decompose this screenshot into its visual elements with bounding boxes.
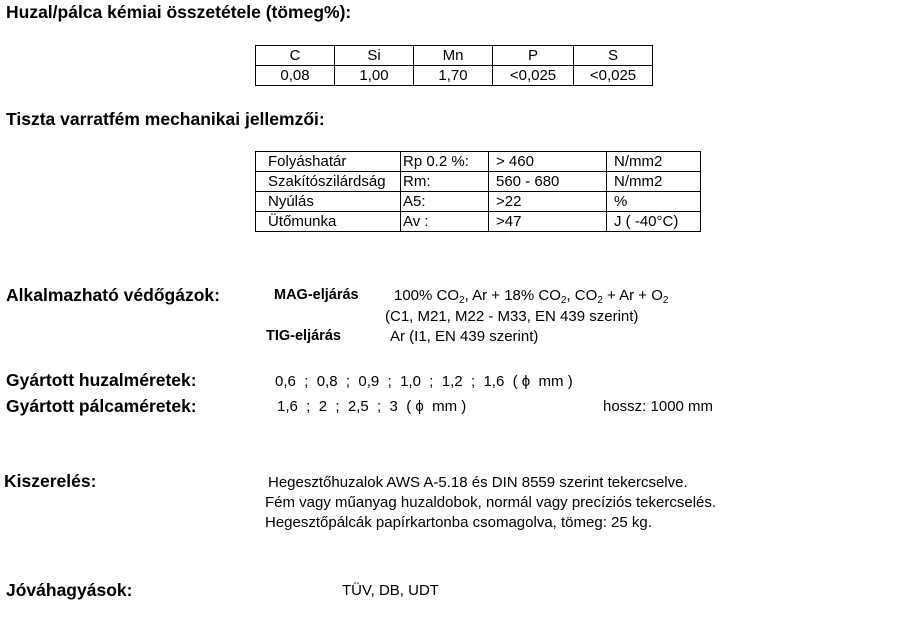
property-name: Szakítószilárdság — [256, 172, 401, 192]
value-s: <0,025 — [574, 66, 653, 86]
wire-sizes-values: 0,6 ; 0,8 ; 0,9 ; 1,0 ; 1,2 ; 1,6 ( ϕ mm ) — [275, 373, 573, 390]
property-symbol: Rm: — [401, 172, 489, 192]
rod-sizes-values: 1,6 ; 2 ; 2,5 ; 3 ( ϕ mm ) — [277, 398, 467, 415]
property-symbol: Av : — [401, 212, 489, 232]
property-symbol: A5: — [401, 192, 489, 212]
property-unit: N/mm2 — [607, 152, 701, 172]
mechanical-table — [255, 151, 701, 232]
header-p: P — [493, 46, 574, 66]
mag-standard: (C1, M21, M22 - M33, EN 439 szerint) — [385, 308, 639, 325]
property-value: >47 — [489, 212, 607, 232]
property-symbol: Rp 0.2 %: — [401, 152, 489, 172]
value-si: 1,00 — [335, 66, 414, 86]
property-unit: J ( -40°C) — [607, 212, 701, 232]
wire-sizes-title: Gyártott huzalméretek: — [6, 370, 197, 390]
composition-title: Huzal/pálca kémiai összetétele (tömeg%): — [6, 2, 352, 22]
mechanical-title: Tiszta varratfém mechanikai jellemzői: — [6, 109, 325, 129]
property-name: Nyúlás — [256, 192, 401, 212]
tig-label: TIG-eljárás — [266, 328, 341, 344]
property-unit: N/mm2 — [607, 172, 701, 192]
approvals-value: TÜV, DB, UDT — [342, 582, 439, 599]
value-p: <0,025 — [493, 66, 574, 86]
header-si: Si — [335, 46, 414, 66]
composition-value-row — [256, 66, 653, 86]
header-mn: Mn — [414, 46, 493, 66]
rod-sizes-title: Gyártott pálcaméretek: — [6, 396, 197, 416]
mechanical-row — [256, 192, 701, 212]
packaging-line: Hegesztőpálcák papírkartonba csomagolva, tömeg: 25 kg. — [265, 514, 652, 531]
value-c: 0,08 — [256, 66, 335, 86]
property-name: Ütőmunka — [256, 212, 401, 232]
rod-length: hossz: 1000 mm — [603, 398, 714, 415]
approvals-title: Jóváhagyások: — [6, 580, 133, 600]
header-c: C — [256, 46, 335, 66]
packaging-line: Hegesztőhuzalok AWS A-5.18 és DIN 8559 szerint tekercselve. — [268, 474, 688, 491]
gases-title: Alkalmazható védőgázok: — [6, 285, 220, 305]
composition-table — [255, 45, 653, 86]
composition-header-row — [256, 46, 653, 66]
property-unit: % — [607, 192, 701, 212]
property-name: Folyáshatár — [256, 152, 401, 172]
mechanical-row — [256, 212, 701, 232]
mechanical-row — [256, 152, 701, 172]
value-mn: 1,70 — [414, 66, 493, 86]
header-s: S — [574, 46, 653, 66]
mag-gases: 100% $CO_2$, Ar + 18% $CO_2$, $CO_2 + Ar + O_2$ — [394, 287, 669, 306]
property-value: > 460 — [489, 152, 607, 172]
packaging-line: Fém vagy műanyag huzaldobok, normál vagy precíziós tekercselés. — [265, 494, 717, 511]
packaging-title: Kiszerelés: — [4, 471, 97, 491]
property-value: >22 — [489, 192, 607, 212]
mechanical-row — [256, 172, 701, 192]
property-value: 560 - 680 — [489, 172, 607, 192]
mag-label: MAG-eljárás — [274, 287, 359, 303]
tig-gases: Ar (I1, EN 439 szerint) — [390, 328, 539, 345]
